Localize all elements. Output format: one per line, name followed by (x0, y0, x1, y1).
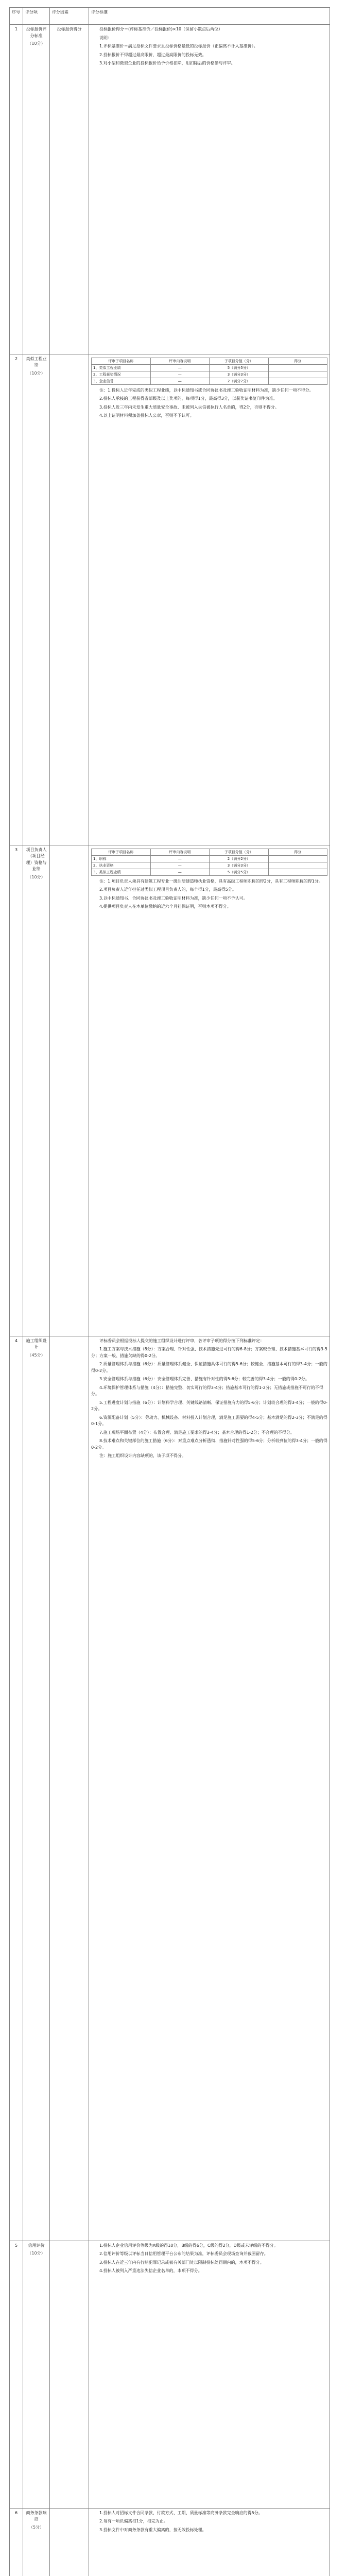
row-seq: 1 (10, 25, 23, 354)
sub-table-row (92, 869, 327, 875)
row-sub (50, 1336, 89, 2241)
sub-table-cell: 2、执业资格 (92, 862, 151, 869)
row-seq: 5 (10, 2241, 23, 2508)
row-criteria (89, 2508, 330, 2576)
criteria-line: 评标委员会根据投标人提交的施工组织设计进行评审，各评审子项的得分按下列标准评定： (99, 1338, 264, 1343)
criteria-line: 1.投标人对招标文件合同条款、付款方式、工期、质量标准等商务条款完全响应的得5分。 (99, 2510, 263, 2515)
sub-table-row (92, 862, 327, 869)
sub-table-cell: 3（满分3分） (210, 862, 269, 869)
sub-table-cell: — (150, 378, 210, 384)
row-category (23, 1336, 50, 2241)
category-name: 信用评价 (28, 2243, 45, 2248)
category-name: 类似工程业绩 (26, 356, 47, 368)
criteria-line: 注：施工组织设计内容缺项的，该子项不得分。 (99, 1453, 186, 1459)
sub-table-header (92, 849, 327, 855)
table-row (10, 1336, 330, 2241)
sub-table-row (92, 364, 327, 371)
sub-table-cell: — (150, 862, 210, 869)
criteria-line: 4.提供项目负责人在本单位缴纳的近六个月社保证明，否则本项不得分。 (99, 904, 231, 909)
row-category (23, 2508, 50, 2576)
criteria-line: 3.对小型和微型企业的投标报价给予价格扣除，用扣除后的价格参与评审。 (99, 61, 235, 65)
criteria-line: 2.投标人承接的工程获得省部级及以上奖项的，每项得1分，最高得3分，以获奖证书复印件为准。 (99, 396, 278, 401)
category-score: （45分） (27, 1352, 45, 1358)
sub-table-col-header: 得分 (268, 849, 327, 855)
sub-table-header (92, 358, 327, 364)
sub-table-col-header: 子项目分值（分） (210, 358, 269, 364)
category-score: （10分） (27, 2251, 45, 2256)
category-score: （10分） (27, 41, 45, 46)
table-header-row (10, 8, 330, 25)
criteria-line: 3.投标人在近三年内有行贿犯罪记录或被有关部门处以限制投标处罚期内的，本项不得分。 (99, 2260, 264, 2265)
sub-table-row (92, 378, 327, 384)
header-criteria: 评分标准 (89, 8, 330, 25)
sub-table-col-header: 评审内容说明 (150, 849, 210, 855)
sub-table-cell: — (150, 364, 210, 371)
category-name: 施工组织设计 (26, 1338, 47, 1350)
category-score: （10分） (27, 874, 45, 879)
criteria-line: 2.投标报价不得超过最高限价，超过最高限价的投标无效。 (99, 52, 206, 57)
criteria-line: 8.技术难点和关键部位的施工措施（6分）：对重点难点分析透彻、措施针对性强的得5-6分；分析较到位的得3-4分；一般的得0-2分。 (91, 1438, 327, 1450)
category-score: （5分） (28, 2524, 44, 2530)
sub-table-cell: 1、职称 (92, 855, 151, 862)
row-sub (50, 845, 89, 1336)
sub-table-cell (268, 378, 327, 384)
table-row (10, 2241, 330, 2508)
criteria-line: 2.项目负责人近年担任过类似工程项目负责人的，每个得1分，最高得5分。 (99, 887, 236, 892)
sub-table-row (92, 371, 327, 378)
row-criteria (89, 2241, 330, 2508)
table-body (10, 25, 330, 2576)
category-name: 项目负责人（项目经理）资格与业绩 (26, 847, 47, 872)
row-seq: 2 (10, 354, 23, 845)
sub-table-cell (268, 364, 327, 371)
sub-table-cell (268, 862, 327, 869)
criteria-line: 3.投标人近三年内未发生重大质量安全事故、未被列入失信被执行人名单的，得2分，否则不得分。 (99, 404, 279, 410)
sub-table-cell: 2（满分2分） (210, 855, 269, 862)
row-category (23, 2241, 50, 2508)
sub-table-cell (268, 855, 327, 862)
row-sub: 投标报价得分 (50, 25, 89, 354)
criteria-line: 5.工程进度计划与措施（6分）：计划科学合理、关键线路清晰、保证措施有力的得5-6分；计划较合理的得3-4分；一般的得0-2分。 (91, 1400, 327, 1412)
sub-table-cell: 5（满分5分） (210, 869, 269, 875)
sub-table-col-header: 评审子项目名称 (92, 849, 151, 855)
criteria-line: 6.资源配备计划（5分）：劳动力、机械设备、材料投入计划合理，满足施工需要的得4-5分；基本满足的得2-3分；不满足的得0-1分。 (91, 1415, 327, 1427)
sub-table-col-header: 评审内容说明 (150, 358, 210, 364)
criteria-line: 注：1.投标人近年完成的类似工程业绩，以中标通知书或合同协议书及竣工验收证明材料为准，缺少任何一项不得分。 (99, 387, 314, 393)
sub-table-col-header: 评审子项目名称 (92, 358, 151, 364)
sub-score-table (91, 849, 327, 876)
sub-table-cell: 2、工程获奖情况 (92, 371, 151, 378)
row-seq: 4 (10, 1336, 23, 2241)
criteria-line: 1.评标基准价＝满足招标文件要求且投标价格最低的投标报价（正偏离不计入基准价）。 (99, 44, 258, 48)
row-category (23, 354, 50, 845)
sub-table-row (92, 855, 327, 862)
criteria-line: 3.投标文件中对商务条款有重大偏离的，按无效投标处理。 (99, 2527, 206, 2532)
row-criteria (89, 25, 330, 354)
header-category: 评分项 (23, 8, 50, 25)
row-sub (50, 2241, 89, 2508)
sub-score-table (91, 358, 327, 385)
header-seq: 序号 (10, 8, 23, 25)
row-category (23, 845, 50, 1336)
criteria-line: 3.安全管理体系与措施（6分）：安全管理体系完善、措施有针对性的得5-6分；较完善的得3-4分；一般的得0-2分。 (99, 1377, 309, 1382)
table-row (10, 25, 330, 354)
criteria-line: 说明： (99, 35, 112, 40)
sub-table-cell: 3、类似工程业绩 (92, 869, 151, 875)
header-sub: 评分因素 (50, 8, 89, 25)
row-sub (50, 2508, 89, 2576)
sub-table-cell: — (150, 855, 210, 862)
sub-table-col-header: 得分 (268, 358, 327, 364)
row-seq: 3 (10, 845, 23, 1336)
row-sub (50, 354, 89, 845)
sub-table-cell: 1、类似工程业绩 (92, 364, 151, 371)
row-criteria (89, 845, 330, 1336)
row-category (23, 25, 50, 354)
sub-table-cell: 2（满分2分） (210, 378, 269, 384)
sub-table-cell (268, 869, 327, 875)
criteria-line: 4.环境保护管理体系与措施（4分）：措施完整、切实可行的得3-4分；措施基本可行的得1-2分；无措施或措施不可行的不得分。 (91, 1385, 323, 1397)
criteria-line: 1.投标人企业信用评价等级为A级的得10分，B级的得6分，C级的得2分，D级或未评级的不得分。 (99, 2243, 278, 2248)
row-seq: 6 (10, 2508, 23, 2576)
category-name: 投标报价评分标准 (26, 27, 47, 38)
scoring-table (9, 7, 330, 2576)
sub-table-cell: 3（满分3分） (210, 371, 269, 378)
criteria-line: 4.以上证明材料须加盖投标人公章，否则不予认可。 (99, 413, 194, 418)
criteria-line: 4.投标人被列入严重违法失信企业名单的，本项不得分。 (99, 2268, 202, 2274)
criteria-line: 2.每有一项负偏离扣1分，扣完为止。 (99, 2519, 168, 2524)
sub-table-cell (268, 371, 327, 378)
table-row (10, 2508, 330, 2576)
criteria-line: 投标报价得分＝(评标基准价／投标报价)×10（保留小数点后两位） (99, 27, 223, 31)
table-row (10, 845, 330, 1336)
category-name: 商务条款响应 (26, 2510, 47, 2522)
row-criteria (89, 354, 330, 845)
category-score: （10分） (27, 370, 45, 376)
criteria-line: 1.施工方案与技术措施（8分）：方案合理、针对性强、技术措施先进可行的得6-8分；方案较合理、技术措施基本可行的得3-5分；方案一般、措施欠缺的得0-2分。 (91, 1347, 327, 1358)
criteria-line: 2.质量管理体系与措施（6分）：质量管理体系健全、保证措施具体可行的得5-6分；较健全、措施基本可行的得3-4分；一般的得0-2分。 (91, 1362, 327, 1373)
sub-table-cell: — (150, 869, 210, 875)
criteria-line: 7.施工现场平面布置（4分）：布置合理、满足施工要求的得3-4分；基本合理的得1-2分；不合理的不得分。 (99, 1430, 295, 1435)
sub-table-col-header: 子项目分值（分） (210, 849, 269, 855)
sub-table-cell: 5（满分5分） (210, 364, 269, 371)
criteria-line: 注：1.项目负责人须具有建筑工程专业一级注册建造师执业资格，具有高级工程师职称的得2分，具有工程师职称的得1分。 (99, 878, 323, 884)
criteria-line: 2.信用评价等级以评标当日信用管理平台公布的结果为准，评标委员会现场查询并截图留存。 (99, 2251, 268, 2257)
sub-table-cell: 3、企业信誉 (92, 378, 151, 384)
table-row (10, 354, 330, 845)
row-criteria (89, 1336, 330, 2241)
criteria-line: 3.以中标通知书、合同协议书及竣工验收证明材料为准，缺少任何一项不予认可。 (99, 895, 248, 901)
sub-table-cell: — (150, 371, 210, 378)
